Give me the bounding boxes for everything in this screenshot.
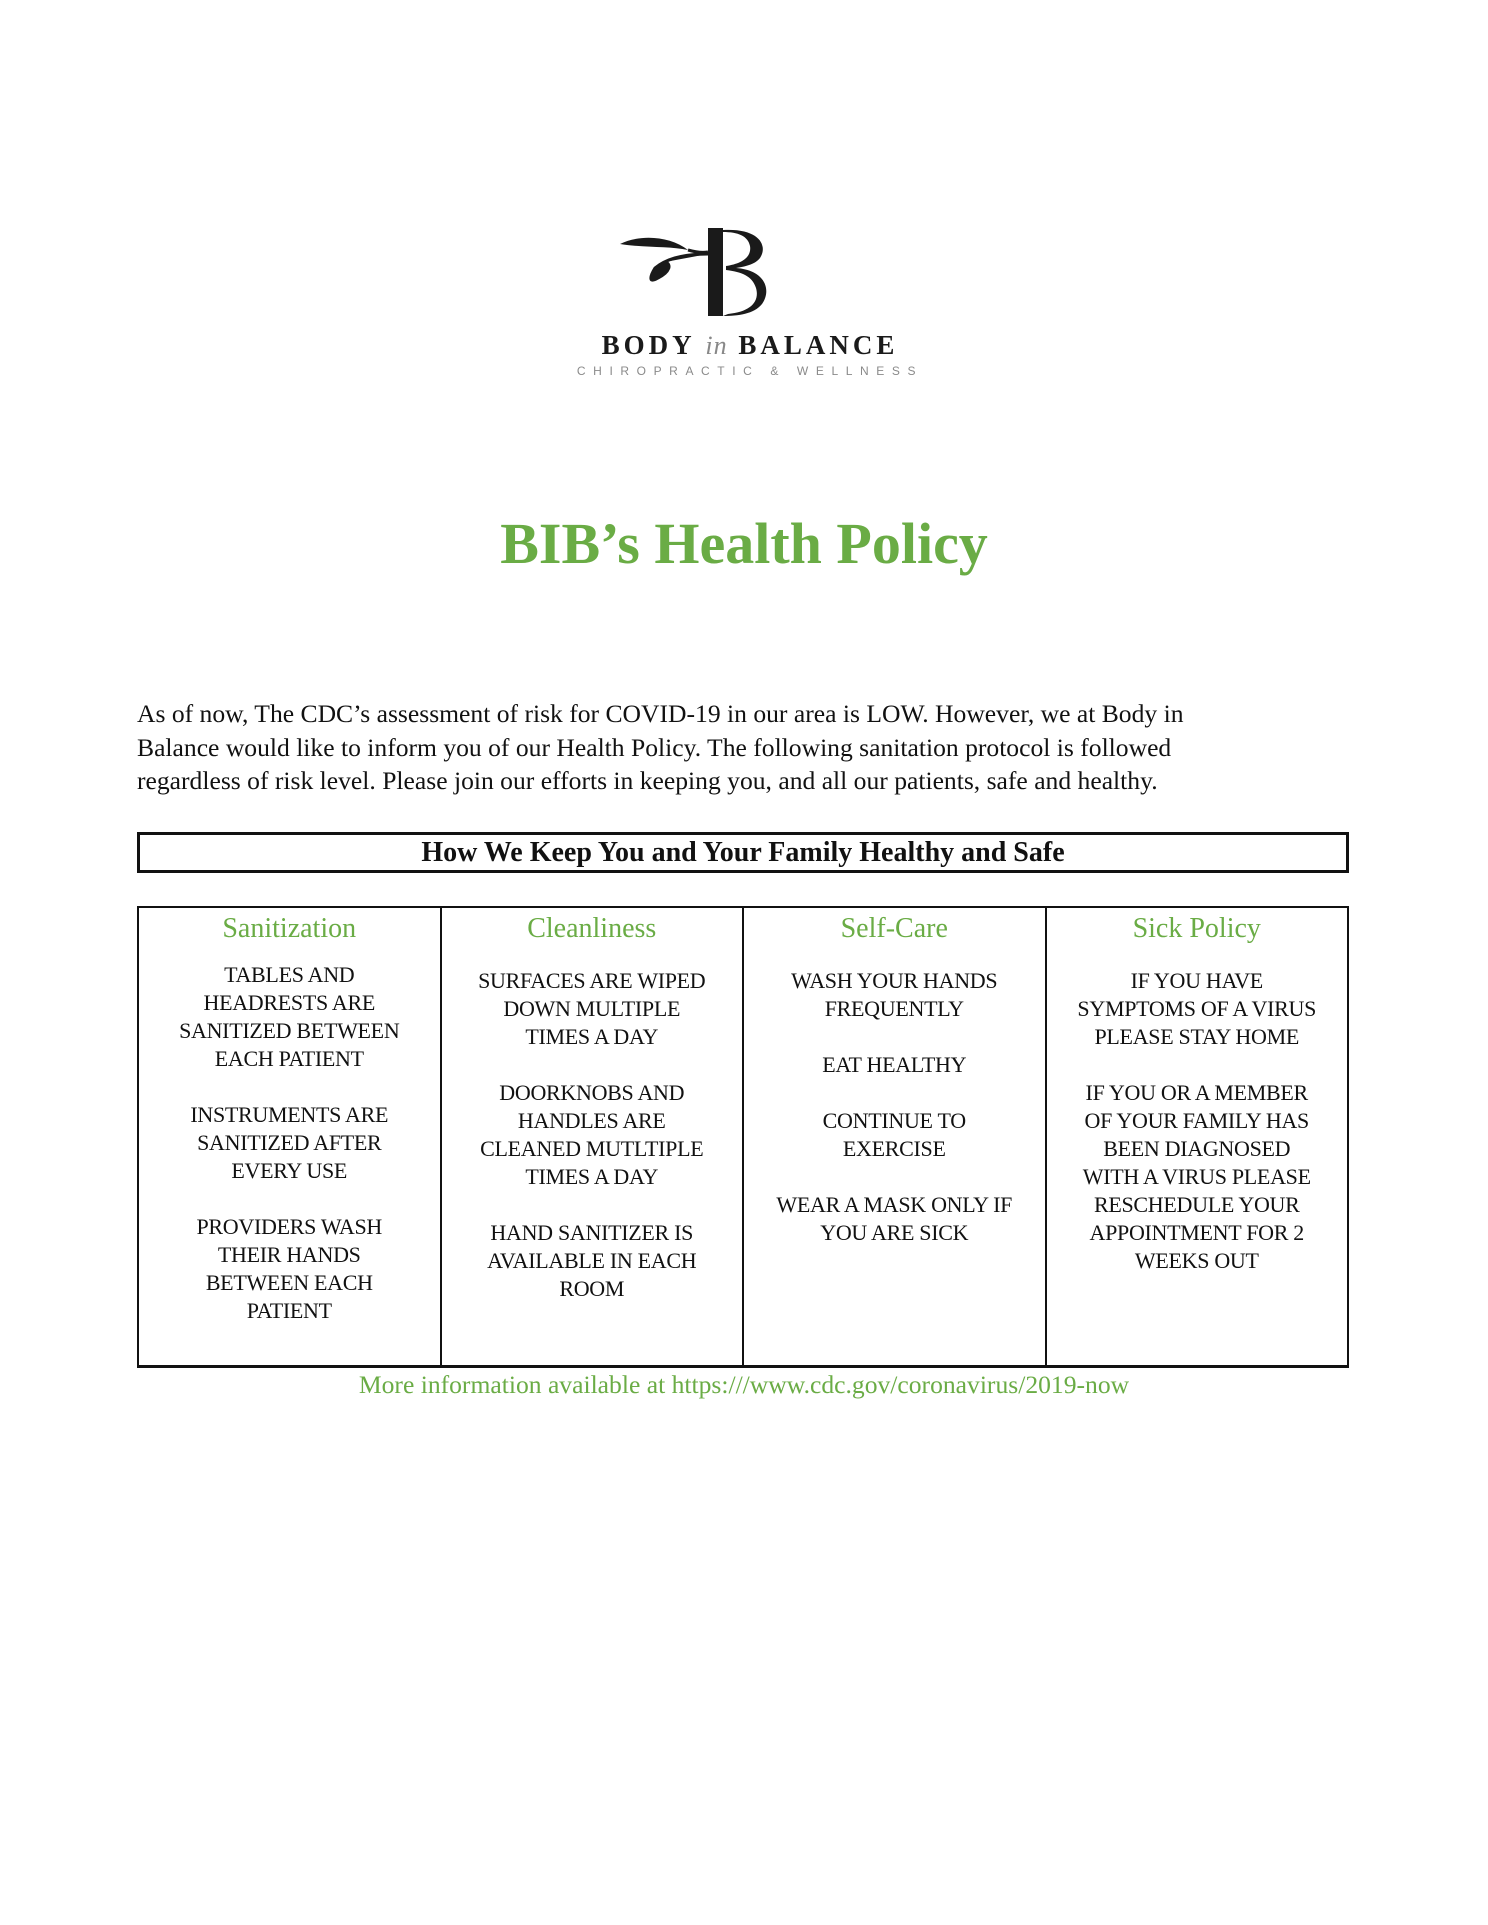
list-item	[139, 1213, 440, 1325]
column-title: Sick Policy	[1132, 913, 1261, 944]
item-line: TIMES A DAY	[525, 1164, 659, 1189]
item-line: APPOINTMENT FOR 2	[1089, 1220, 1305, 1245]
column-title: Sanitization	[222, 913, 357, 944]
list-item	[744, 967, 1045, 1023]
column-self-care	[744, 908, 1047, 1365]
brand-balance: BALANCE	[738, 330, 899, 360]
company-logo	[540, 218, 960, 378]
policy-table	[137, 906, 1349, 1368]
item-line: WEEKS OUT	[1134, 1248, 1259, 1273]
item-line: INSTRUMENTS ARE	[190, 1102, 389, 1127]
item-line: SANITIZED BETWEEN	[179, 1018, 400, 1043]
list-item	[744, 1107, 1045, 1163]
item-line: IF YOU OR A MEMBER	[1085, 1080, 1308, 1105]
column-sick-policy	[1047, 908, 1348, 1365]
list-item	[442, 967, 743, 1051]
column-title: Self-Care	[840, 913, 948, 944]
item-line: TABLES AND	[224, 962, 355, 987]
brand-name	[540, 330, 960, 361]
item-line: EAT HEALTHY	[822, 1052, 967, 1077]
item-line: BETWEEN EACH	[205, 1270, 373, 1295]
item-line: FREQUENTLY	[824, 996, 964, 1021]
leaf-b-monogram-icon	[610, 224, 770, 324]
item-line: EXERCISE	[842, 1136, 946, 1161]
item-line: DOORKNOBS AND	[499, 1080, 685, 1105]
item-line: CONTINUE TO	[822, 1108, 966, 1133]
list-item	[139, 961, 440, 1073]
brand-body: BODY	[601, 330, 695, 360]
item-line: RESCHEDULE YOUR	[1093, 1192, 1300, 1217]
list-item	[442, 1079, 743, 1191]
section-banner: How We Keep You and Your Family Healthy and Safe	[137, 832, 1349, 873]
list-item	[744, 1051, 1045, 1079]
list-item	[1047, 967, 1348, 1051]
item-line: IF YOU HAVE	[1130, 968, 1263, 993]
item-line: TIMES A DAY	[525, 1024, 659, 1049]
list-item	[1047, 1079, 1348, 1275]
item-line: SURFACES ARE WIPED	[478, 968, 706, 993]
item-line: AVAILABLE IN EACH	[487, 1248, 697, 1273]
item-line: OF YOUR FAMILY HAS	[1084, 1108, 1309, 1133]
item-line: THEIR HANDS	[217, 1242, 361, 1267]
item-line: WITH A VIRUS PLEASE	[1082, 1164, 1311, 1189]
item-line: SANITIZED AFTER	[197, 1130, 382, 1155]
item-line: HAND SANITIZER IS	[490, 1220, 694, 1245]
list-item	[139, 1101, 440, 1185]
item-line: DOWN MULTIPLE	[503, 996, 681, 1021]
item-line: YOU ARE SICK	[820, 1220, 969, 1245]
item-line: WASH YOUR HANDS	[791, 968, 998, 993]
intro-line: As of now, The CDC’s assessment of risk for COVID-19 in our area is LOW. However, we at Body in	[137, 699, 1184, 728]
item-line: EVERY USE	[231, 1158, 348, 1183]
list-item	[744, 1191, 1045, 1247]
more-info-link[interactable]: More information available at https:///www.cdc.gov/coronavirus/2019-now	[358, 1370, 1130, 1399]
page-title: BIB’s Health Policy	[500, 511, 988, 576]
item-line: ROOM	[559, 1276, 625, 1301]
item-line: PLEASE STAY HOME	[1094, 1024, 1299, 1049]
item-line: CLEANED MUTLTIPLE	[480, 1136, 704, 1161]
item-line: SYMPTOMS OF A VIRUS	[1077, 996, 1317, 1021]
item-line: EACH PATIENT	[214, 1046, 364, 1071]
item-line: WEAR A MASK ONLY IF	[776, 1192, 1013, 1217]
item-line: PROVIDERS WASH	[196, 1214, 382, 1239]
item-line: PATIENT	[246, 1298, 332, 1323]
intro-paragraph	[137, 697, 1357, 798]
item-line: HANDLES ARE	[517, 1108, 666, 1133]
column-sanitization	[139, 908, 442, 1365]
intro-line: regardless of risk level. Please join our efforts in keeping you, and all our patients, safe and healthy.	[137, 766, 1158, 795]
brand-tagline: CHIROPRACTIC & WELLNESS	[576, 364, 924, 378]
intro-line: Balance would like to inform you of our Health Policy. The following sanitation protocol is followed	[137, 732, 1172, 762]
list-item	[442, 1219, 743, 1303]
column-title: Cleanliness	[527, 913, 657, 944]
item-line: HEADRESTS ARE	[203, 990, 375, 1015]
brand-in: in	[705, 331, 728, 360]
column-cleanliness	[442, 908, 745, 1365]
item-line: BEEN DIAGNOSED	[1103, 1136, 1291, 1161]
